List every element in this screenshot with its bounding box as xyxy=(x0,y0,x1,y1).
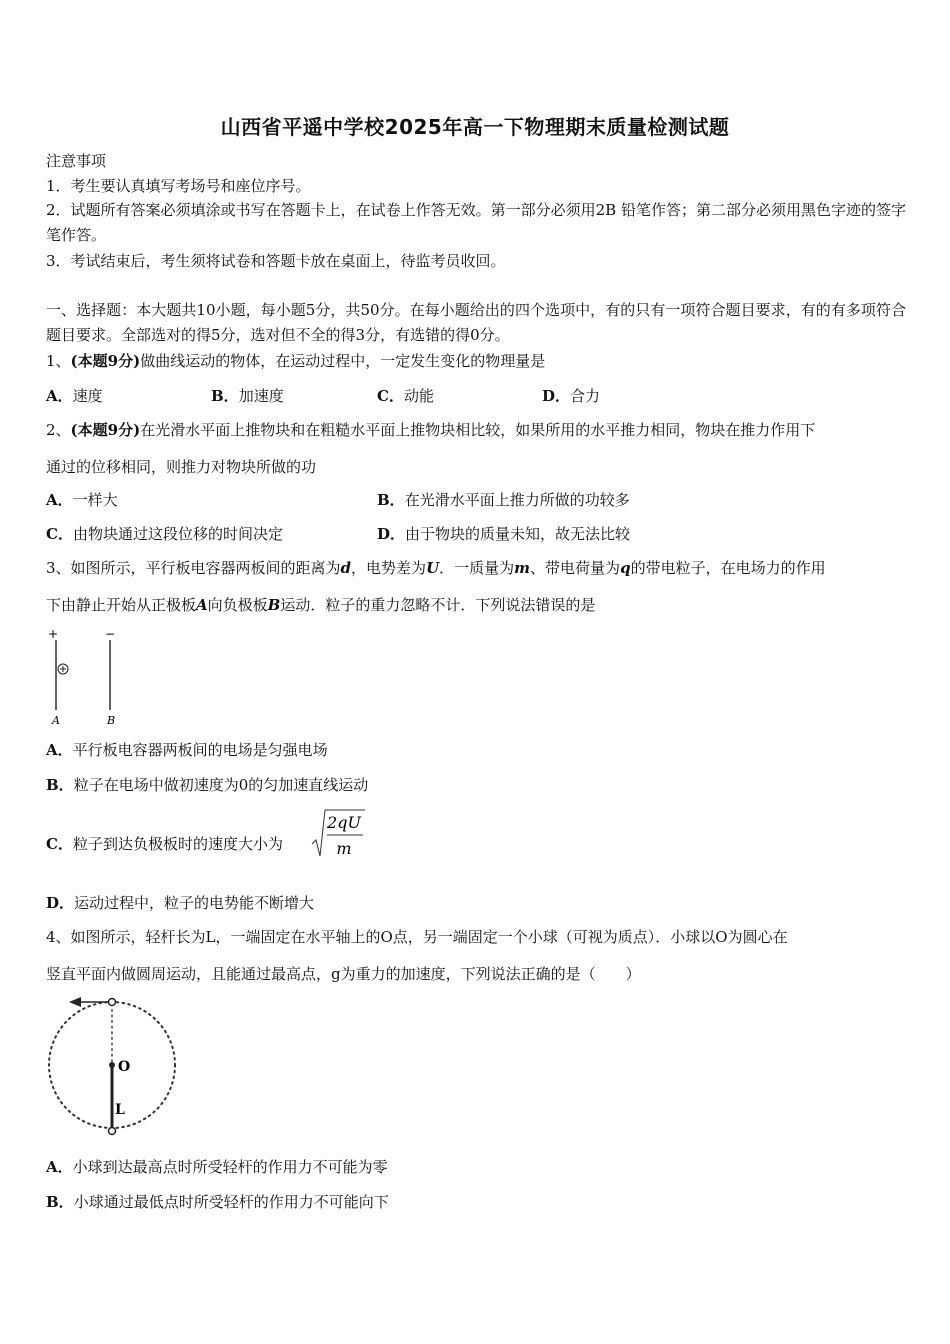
q1-option-c: C．动能 xyxy=(377,387,434,405)
q4-stem-line2: 竖直平面内做圆周运动，且能通过最高点，g为重力的加速度，下列说法正确的是（ ） xyxy=(46,965,641,983)
q1-text: 做曲线运动的物体，在运动过程中，一定发生变化的物理量是 xyxy=(140,352,546,370)
notice-heading: 注意事项 xyxy=(46,152,107,170)
q4-stem-line1: 4、如图所示，轻杆长为L，一端固定在水平轴上的O点，另一端固定一个小球（可视为质点）．小球以O为圆心在 xyxy=(46,928,788,946)
label-a: A xyxy=(52,714,60,727)
plus-sign: + xyxy=(47,627,59,641)
q3-option-d: D．运动过程中，粒子的电势能不断增大 xyxy=(46,894,315,912)
q2-tag: (本题9分) xyxy=(70,421,141,439)
q1-tag: (本题9分) xyxy=(70,352,141,370)
q3-option-b: B．粒子在电场中做初速度为0的匀加速直线运动 xyxy=(46,776,369,794)
q2-stem-line2: 通过的位移相同，则推力对物块所做的功 xyxy=(46,458,317,476)
q3-stem-line1: 3、如图所示，平行板电容器两板间的距离为d，电势差为U．一质量为m、带电荷量为q的带电粒子，在电场力的作用 xyxy=(46,559,826,577)
charged-particle-icon xyxy=(58,664,68,674)
capacitor-figure xyxy=(46,626,126,730)
q1-stem xyxy=(46,351,906,371)
ball-top xyxy=(109,999,116,1006)
q2-option-b: B．在光滑水平面上推力所做的功较多 xyxy=(377,491,630,509)
velocity-arrow-icon xyxy=(69,997,81,1007)
q2-option-d: D．由于物块的质量未知，故无法比较 xyxy=(377,525,631,543)
q1-number: 1、 xyxy=(46,352,71,370)
q1-option-b: B．加速度 xyxy=(211,387,284,405)
notice-item-1: 1．考生要认真填写考场号和座位序号。 xyxy=(46,177,311,195)
sqrt-formula xyxy=(311,808,367,862)
q1-option-d: D．合力 xyxy=(542,387,601,405)
formula-numerator: 2qU xyxy=(327,813,361,832)
q3-option-a: A．平行板电容器两板间的电场是匀强电场 xyxy=(46,741,328,759)
minus-sign: − xyxy=(104,627,116,641)
formula-denominator: m xyxy=(336,839,352,858)
q4-option-a: A．小球到达最高点时所受轻杆的作用力不可能为零 xyxy=(46,1158,388,1176)
pivot-o xyxy=(109,1062,115,1068)
notice-item-2: 2．试题所有答案必须填涂或书写在答题卡上，在试卷上作答无效。第一部分必须用2B 铅笔作答；第二部分必须用黑色字迹的签字笔作答。 xyxy=(46,201,906,244)
label-o: O xyxy=(118,1059,131,1075)
q2-option-c: C．由物块通过这段位移的时间决定 xyxy=(46,525,283,543)
q3-option-c: C．粒子到达负极板时的速度大小为 xyxy=(46,835,283,853)
ball-bottom xyxy=(109,1128,116,1135)
q2-stem-line1: 2、(本题9分)在光滑水平面上推物块和在粗糙水平面上推物块相比较，如果所用的水平推力相同，物块在推力作用下 xyxy=(46,421,816,439)
label-l: L xyxy=(115,1102,125,1118)
q2-number: 2、 xyxy=(46,421,71,439)
q1-option-a: A．速度 xyxy=(46,387,103,405)
circular-motion-figure xyxy=(46,994,186,1140)
notice-item-3: 3．考试结束后，考生须将试卷和答题卡放在桌面上，待监考员收回。 xyxy=(46,252,506,270)
section1-intro: 一、选择题：本大题共10小题，每小题5分，共50分。在每小题给出的四个选项中，有的只有一项符合题目要求，有的有多项符合题目要求。全部选对的得5分，选对但不全的得3分，有选错的得0分。 xyxy=(46,301,906,344)
q4-option-b: B．小球通过最低点时所受轻杆的作用力不可能向下 xyxy=(46,1193,389,1211)
q2-option-a: A．一样大 xyxy=(46,491,118,509)
exam-title: 山西省平遥中学校2025年高一下物理期末质量检测试题 xyxy=(220,115,730,139)
label-b: B xyxy=(106,714,116,727)
q3-stem-line2: 下由静止开始从正极板A向负极板B运动．粒子的重力忽略不计．下列说法错误的是 xyxy=(46,596,596,614)
